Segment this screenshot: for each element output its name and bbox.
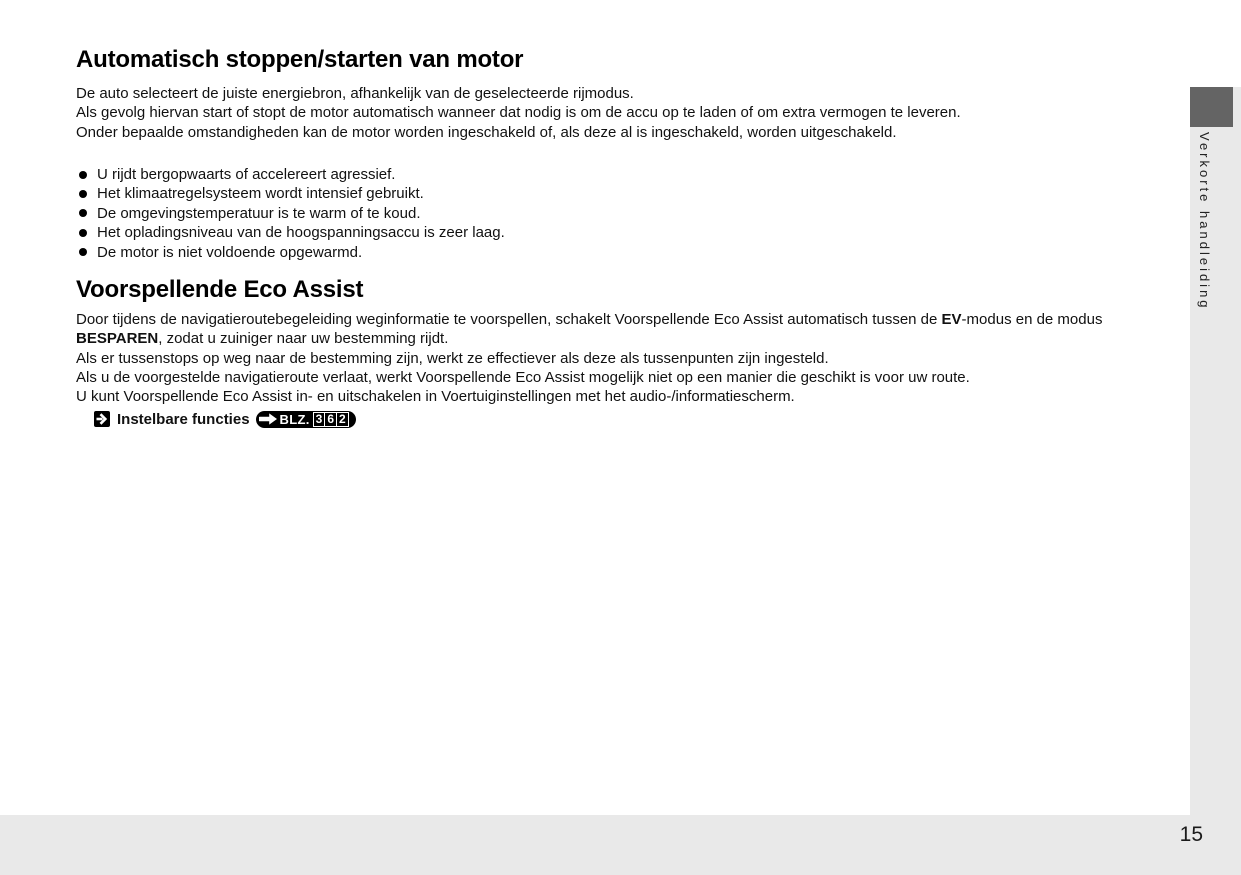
page-content [76,0,1190,429]
sidebar-chapter-label: Verkorte handleiding [1197,132,1212,311]
bullet-icon [79,248,87,256]
bullet-item [79,243,1190,262]
bullet-item [79,223,1190,242]
page-footer [0,815,1241,875]
bullet-text: De omgevingstemperatuur is te warm of te koud. [97,204,421,222]
section-paragraph [76,310,1190,406]
page-number-digit: 3 [314,413,326,426]
page-number-digit: 6 [325,413,337,426]
section-engine-auto-stop-start [76,45,1190,262]
cross-reference-label: Instelbare functies [117,410,250,428]
bullet-text: Het klimaatregelsysteem wordt intensief gebruikt. [97,185,424,203]
bullet-item [79,165,1190,184]
paragraph-line: De auto selecteert de juiste energiebron, afhankelijk van de geselecteerde rijmodus. [76,85,634,102]
chapter-tab [1190,87,1233,127]
condition-bullet-list [76,165,1190,262]
paragraph-line: Als er tussenstops op weg naar de bestemming zijn, werkt ze effectiever als deze als tussenpunten zijn ingesteld. [76,349,829,367]
page-link-badge[interactable] [256,411,356,428]
bullet-item [79,204,1190,223]
bullet-icon [79,190,87,198]
paragraph-line: Door tijdens de navigatieroutebegeleiding weginformatie te voorspellen, schakelt Voorspellende Eco Assist automatisch tussen de EV-modus en de modus [76,310,1103,328]
bullet-text: U rijdt bergopwaarts of accelereert agressief. [97,165,396,183]
bullet-item [79,184,1190,203]
section-title: Automatisch stoppen/starten van motor [76,46,524,73]
paragraph-line: BESPAREN, zodat u zuiniger naar uw bestemming rijdt. [76,330,449,348]
paragraph-line: Als gevolg hiervan start of stopt de motor automatisch wanneer dat nodig is om de accu op te laden of om extra vermogen te leveren. [76,104,961,122]
paragraph-line: U kunt Voorspellende Eco Assist in- en uitschakelen in Voertuiginstellingen met het audio-/informatiescherm. [76,388,795,406]
reference-arrow-icon [94,411,110,427]
bullet-icon [79,209,87,217]
bullet-text: Het opladingsniveau van de hoogspanningsaccu is zeer laag. [97,224,505,242]
sidebar-strip [1190,87,1241,875]
right-arrow-icon [259,413,278,425]
section-predictive-eco-assist [76,275,1190,429]
paragraph-line: Als u de voorgestelde navigatieroute verlaat, werkt Voorspellende Eco Assist mogelijk niet op een manier die geschikt is voor uw route. [76,368,970,386]
page-abbreviation-label: BLZ. [279,411,310,427]
section-paragraph [76,84,1190,142]
page-number-box [313,412,349,427]
bullet-text: De motor is niet voldoende opgewarmd. [97,243,363,261]
cross-reference-link[interactable] [94,409,1190,429]
page-number: 15 [1179,823,1203,846]
bullet-icon [79,229,87,237]
paragraph-line: Onder bepaalde omstandigheden kan de motor worden ingeschakeld of, als deze al is ingeschakeld, worden uitgeschakeld. [76,123,897,141]
bullet-icon [79,171,87,179]
section-title: Voorspellende Eco Assist [76,275,364,303]
page-number-digit: 2 [339,411,346,426]
